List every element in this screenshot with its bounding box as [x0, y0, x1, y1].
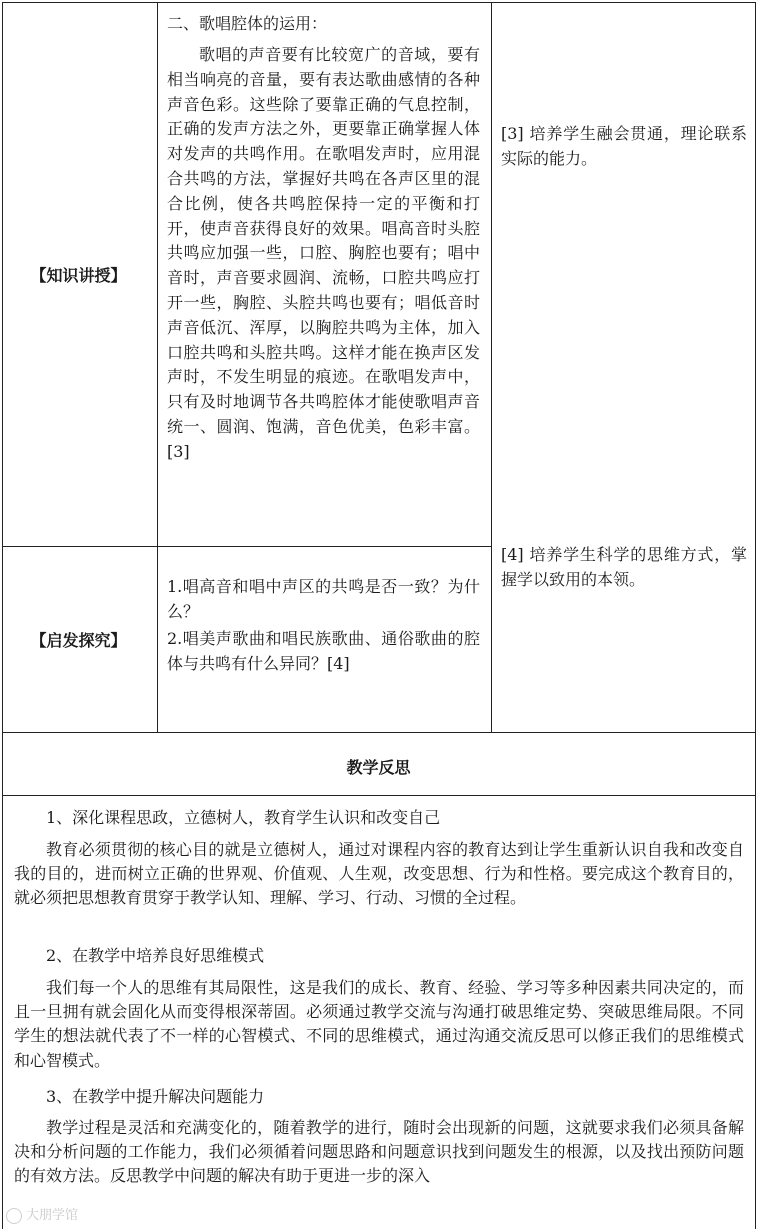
row2-note: [4] 培养学生科学的思维方式，掌握学以致用的本领。 — [501, 545, 747, 589]
row1-heading: 二、歌唱腔体的运用： — [167, 14, 328, 33]
row2-question-2: 2.唱美声歌曲和唱民族歌曲、通俗歌曲的腔体与共鸣有什么异同？[4] — [167, 629, 480, 673]
reflection-title: 教学反思 — [346, 758, 411, 777]
table-top-border — [2, 2, 755, 3]
label-column-divider — [157, 2, 158, 732]
reflection-point-2-heading: 2、在教学中培养良好思维模式 — [46, 946, 265, 965]
watermark-text: 大朋学馆 — [26, 1208, 79, 1223]
reflection-point-1-heading: 1、深化课程思政，立德树人，教育学生认识和改变自己 — [46, 808, 441, 827]
row-divider-1 — [2, 546, 491, 547]
watermark-logo-icon — [6, 1208, 22, 1224]
reflection-point-3-heading: 3、在教学中提升解决问题能力 — [46, 1087, 265, 1106]
row1-body: 歌唱的声音要有比较宽广的音域，要有相当响亮的音量，要有表达歌曲感情的各种声音色彩。这些除了要靠正确的气息控制，正确的发声方法之外，更要靠正确掌握人体对发声的共鸣作用。在歌唱发声时，应用混合共鸣的方法，掌握好共鸣在各声区里的混合比例，使各共鸣腔保持一定的平衡和打开，使声音获得良好的效果。唱高音时头腔共鸣应加强一些，口腔、胸腔也要有；唱中音时，声音要求圆润、流畅，口腔共鸣应打开一些，胸腔、头腔共鸣也要有；唱低音时声音低沉、浑厚，以胸腔共鸣为主体，加入口腔共鸣和头腔共鸣。这样才能在换声区发声时，不发生明显的痕迹。在歌唱发声中，只有及时地调节各共鸣腔体才能使歌唱声音统一、圆润、饱满，音色优美，色彩丰富。[3] — [167, 45, 480, 461]
table-bottom-border — [2, 732, 755, 733]
reflection-title-divider — [2, 795, 755, 796]
note-column-divider — [491, 2, 492, 732]
table-left-border — [2, 2, 3, 1229]
row-label-inquiry: 【启发探究】 — [30, 631, 127, 650]
reflection-point-3-body: 教学过程是灵活和充满变化的，随着教学的进行，随时会出现新的问题，这就要求我们必须具备解决和分析问题的工作能力，我们必须循着问题思路和问题意识找到问题发生的根源，以及找出预防问题的有效方法。反思教学中问题的解决有助于更进一步的深入 — [14, 1118, 744, 1186]
reflection-point-2-body: 我们每一个人的思维有其局限性，这是我们的成长、教育、经验、学习等多种因素共同决定的，而且一旦拥有就会固化从而变得根深蒂固。必须通过教学交流与沟通打破思维定势、突破思维局限。不同学生的想法就代表了不一样的心智模式、不同的思维模式，通过沟通交流反思可以修正我们的思维模式和心智模式。 — [14, 978, 744, 1070]
row-label-knowledge: 【知识讲授】 — [30, 266, 127, 285]
watermark — [6, 1204, 78, 1224]
row1-note: [3] 培养学生融会贯通，理论联系实际的能力。 — [501, 124, 747, 168]
row2-question-1: 1.唱高音和唱中声区的共鸣是否一致？为什么？ — [167, 577, 480, 621]
table-right-border — [755, 2, 756, 1229]
reflection-point-1-body: 教育必须贯彻的核心目的就是立德树人，通过对课程内容的教育达到让学生重新认识自我和改变自我的目的，进而树立正确的世界观、价值观、人生观，改变思想、行为和性格。要完成这个教育目的，就必须把思想教育贯穿于教学认知、理解、学习、行动、习惯的全过程。 — [14, 840, 744, 908]
